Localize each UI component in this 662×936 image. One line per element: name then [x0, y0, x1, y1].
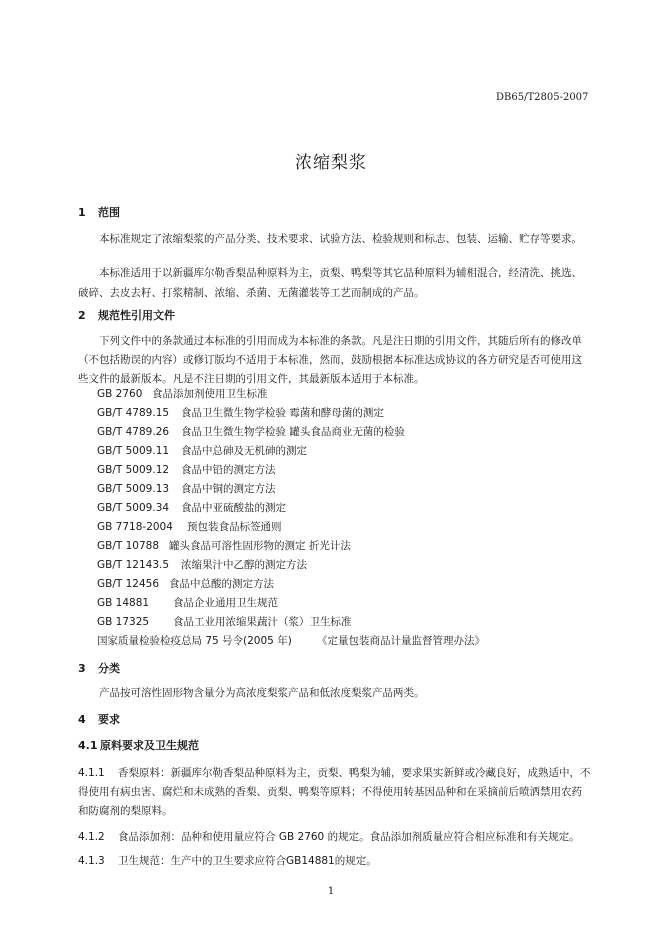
clause-number: 4.1.2 — [78, 831, 105, 843]
section-number: 1 — [78, 206, 86, 219]
reference-code: GB/T 4789.15 — [97, 407, 170, 419]
paragraph: 本标准规定了浓缩梨浆的产品分类、技术要求、试验方法、检验规则和标志、包装、运输、贮存等要求。 — [99, 233, 582, 245]
standard-number: DB65/T2805-2007 — [496, 92, 589, 103]
section-heading-requirements — [78, 711, 120, 727]
reference-code: GB/T 5009.13 — [97, 483, 170, 495]
clause — [78, 764, 592, 821]
reference-name: 《定量包装商品计量监督管理办法》 — [317, 635, 485, 647]
reference-item — [97, 633, 485, 648]
reference-name: 罐头食品可溶性固形物的测定 折光计法 — [169, 540, 351, 552]
reference-name: 食品卫生微生物学检验 罐头食品商业无菌的检验 — [181, 426, 405, 438]
reference-code: GB/T 5009.34 — [97, 502, 170, 514]
reference-name: 食品工业用浓缩果蔬汁（浆）卫生标准 — [173, 616, 352, 628]
section-title: 要求 — [98, 713, 120, 726]
reference-item — [97, 614, 352, 629]
reference-item — [97, 538, 351, 553]
reference-code: GB/T 10788 — [97, 540, 160, 552]
page-number: 1 — [327, 886, 335, 897]
section-title: 分类 — [98, 662, 120, 675]
clause-number: 4.1.3 — [78, 855, 105, 867]
reference-item — [97, 386, 268, 401]
clause-number: 4.1.1 — [78, 767, 105, 779]
reference-code: GB/T 12456 — [97, 578, 160, 590]
section-number: 4 — [78, 713, 86, 726]
reference-name: 食品中铅的测定方法 — [181, 464, 276, 476]
section-number: 3 — [78, 662, 86, 675]
reference-item — [97, 595, 278, 610]
reference-code: GB 17325 — [97, 616, 150, 628]
subsection-title: 原料要求及卫生规范 — [100, 739, 199, 752]
reference-name: 食品中亚硫酸盐的测定 — [181, 502, 286, 514]
reference-item — [97, 424, 405, 439]
section-heading-scope — [78, 204, 120, 220]
reference-code: GB/T 5009.11 — [97, 445, 170, 457]
reference-name: 食品中总砷及无机砷的测定 — [181, 445, 307, 457]
reference-name: 食品企业通用卫生规范 — [173, 597, 278, 609]
subsection-number: 4.1 — [78, 739, 98, 752]
reference-name: 食品中总酸的测定方法 — [169, 578, 274, 590]
clause-text: 食品添加剂：品种和使用量应符合 GB 2760 的规定。食品添加剂质量应符合相应标准和有关规定。 — [118, 831, 580, 843]
section-title: 规范性引用文件 — [98, 309, 175, 322]
reference-name: 食品添加剂使用卫生标准 — [152, 388, 268, 400]
reference-item — [97, 519, 282, 534]
reference-item — [97, 557, 307, 572]
reference-code: 国家质量检验检疫总局 75 号令(2005 年) — [97, 635, 292, 647]
reference-code: GB/T 4789.26 — [97, 426, 170, 438]
paragraph: 下列文件中的条款通过本标准的引用而成为本标准的条款。凡是注日期的引用文件，其随后所有的修改单（不包括勘误的内容）或修订版均不适用于本标准，然而，鼓励根据本标准达成协议的各方研究是否可使用这些文件的最新版本。凡是不注日期的引用文件，其最新版本适用于本标准。 — [78, 335, 582, 385]
reference-item — [97, 462, 276, 477]
reference-code: GB 14881 — [97, 597, 150, 609]
reference-item — [97, 443, 307, 458]
reference-item — [97, 500, 286, 515]
clause-text: 香梨原料：新疆库尔勒香梨品种原料为主，贡梨、鸭梨为辅，要求果实新鲜或冷藏良好，成熟适中，不得使用有病虫害、腐烂和未成熟的香梨、贡梨、鸭梨等原料；不得使用转基因品种和在采摘前后喷洒禁用农药和防腐剂的梨原料。 — [78, 767, 591, 817]
reference-name: 食品卫生微生物学检验 霉菌和酵母菌的测定 — [181, 407, 384, 419]
reference-code: GB/T 5009.12 — [97, 464, 170, 476]
reference-name: 浓缩果汁中乙醇的测定方法 — [181, 559, 307, 571]
section-title: 范围 — [98, 206, 120, 219]
reference-code: GB/T 12143.5 — [97, 559, 170, 571]
reference-item — [97, 576, 274, 591]
paragraph: 本标准适用于以新疆库尔勒香梨品种原料为主，贡梨、鸭梨等其它品种原料为辅相混合，经清洗、挑选、破碎、去皮去籽、打浆精制、浓缩、杀菌、无菌灌装等工艺而制成的产品。 — [78, 267, 582, 299]
reference-code: GB 2760 — [97, 388, 143, 400]
reference-item — [97, 481, 276, 496]
section-heading-normative-references — [78, 307, 175, 323]
reference-name: 预包装食品标签通则 — [187, 521, 282, 533]
reference-code: GB 7718-2004 — [97, 521, 173, 533]
subsection-heading — [78, 737, 199, 753]
section-number: 2 — [78, 309, 86, 322]
reference-item — [97, 405, 384, 420]
paragraph: 产品按可溶性固形物含量分为高浓度梨浆产品和低浓度梨浆产品两类。 — [99, 687, 425, 699]
clause-text: 卫生规范：生产中的卫生要求应符合GB14881的规定。 — [118, 855, 377, 867]
section-heading-classification — [78, 660, 120, 676]
clause — [78, 825, 592, 849]
reference-name: 食品中铜的测定方法 — [181, 483, 276, 495]
clause — [78, 853, 377, 868]
document-title: 浓缩梨浆 — [295, 153, 367, 173]
